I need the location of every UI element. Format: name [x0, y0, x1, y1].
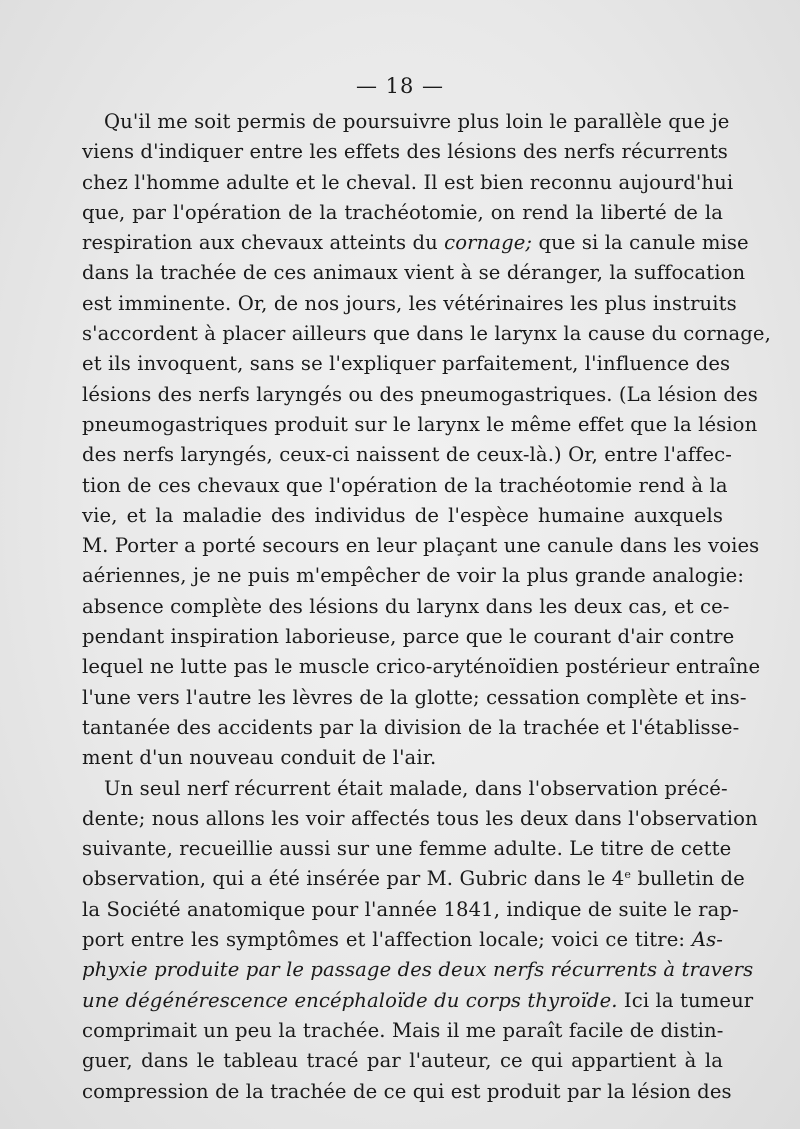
italic-title: une dégénérescence encéphaloïde du corps thyroïde.	[82, 988, 618, 1012]
text-line: tion de ces chevaux que l'opération de la trachéotomie rend à la	[82, 473, 728, 497]
text-line: absence complète des lésions du larynx dans les deux cas, et ce-	[82, 594, 730, 618]
text-segment: respiration aux chevaux atteints du	[82, 231, 445, 255]
text-line: ment d'un nouveau conduit de l'air.	[82, 746, 437, 770]
italic-term: cornage;	[444, 231, 533, 255]
italic-title-line: phyxie produite par le passage des deux nerfs récurrents à travers	[82, 958, 754, 982]
text-line: chez l'homme adulte et le cheval. Il est bien reconnu aujourd'hui	[82, 170, 734, 194]
text-segment: Ici la tumeur	[617, 988, 754, 1012]
text-line: des nerfs laryngés, ceux-ci naissent de ceux-là.) Or, entre l'affec-	[82, 443, 732, 467]
text-line: viens d'indiquer entre les effets des lésions des nerfs récurrents	[82, 140, 728, 164]
text-line: la Société anatomique pour l'année 1841, indique de suite le rap-	[82, 897, 739, 921]
text-line: M. Porter a porté secours en leur plaçant une canule dans les voies	[82, 534, 760, 558]
text-segment: bulletin de	[631, 867, 745, 891]
superscript: e	[624, 868, 631, 882]
text-line: suivante, recueillie aussi sur une femme adulte. Le titre de cette	[82, 837, 732, 861]
text-line: est imminente. Or, de nos jours, les vétérinaires les plus instruits	[82, 291, 737, 315]
text-line: lequel ne lutte pas le muscle crico-aryténoïdien postérieur entraîne	[82, 655, 761, 679]
text-line	[82, 986, 754, 1016]
text-line: tantanée des accidents par la division de la trachée et l'établisse-	[82, 715, 740, 739]
text-line: dans la trachée de ces animaux vient à se déranger, la suffocation	[82, 261, 746, 285]
text-line: Qu'il me soit permis de poursuivre plus loin le parallèle que je	[104, 110, 730, 133]
text-line	[82, 925, 723, 955]
text-line: et ils invoquent, sans se l'expliquer parfaitement, l'influence des	[82, 352, 731, 376]
text-line	[82, 864, 745, 894]
text-line	[82, 228, 749, 258]
text-line: Un seul nerf récurrent était malade, dans l'observation précé-	[104, 776, 728, 800]
text-segment: observation, qui a été insérée par M. Gubric dans le 4	[82, 867, 625, 891]
text-segment: port entre les symptômes et l'affection locale; voici ce titre:	[82, 928, 692, 952]
body-text	[82, 107, 771, 1107]
text-line: pendant inspiration laborieuse, parce que le courant d'air contre	[82, 625, 735, 649]
text-line: lésions des nerfs laryngés ou des pneumogastriques. (La lésion des	[82, 382, 758, 406]
text-line: dente; nous allons les voir affectés tous les deux dans l'observation	[82, 806, 758, 830]
italic-title: As-	[691, 928, 723, 952]
text-line: vie, et la maladie des individus de l'espèce humaine auxquels	[82, 503, 723, 527]
text-line: s'accordent à placer ailleurs que dans le larynx la cause du cornage,	[82, 322, 771, 346]
text-line: compression de la trachée de ce qui est produit par la lésion des	[82, 1079, 732, 1103]
text-line: pneumogastriques produit sur le larynx le même effet que la lésion	[82, 412, 758, 436]
text-line: l'une vers l'autre les lèvres de la glotte; cessation complète et ins-	[82, 685, 747, 709]
text-segment: que si la canule mise	[532, 231, 749, 255]
text-line: guer, dans le tableau tracé par l'auteur, ce qui appartient à la	[82, 1049, 723, 1073]
text-line: comprimait un peu la trachée. Mais il me paraît facile de distin-	[82, 1018, 724, 1042]
text-line: que, par l'opération de la trachéotomie, on rend la liberté de la	[82, 200, 723, 224]
text-line: aériennes, je ne puis m'empêcher de voir la plus grande analogie:	[82, 564, 745, 588]
page-number: — 18 —	[355, 74, 445, 98]
